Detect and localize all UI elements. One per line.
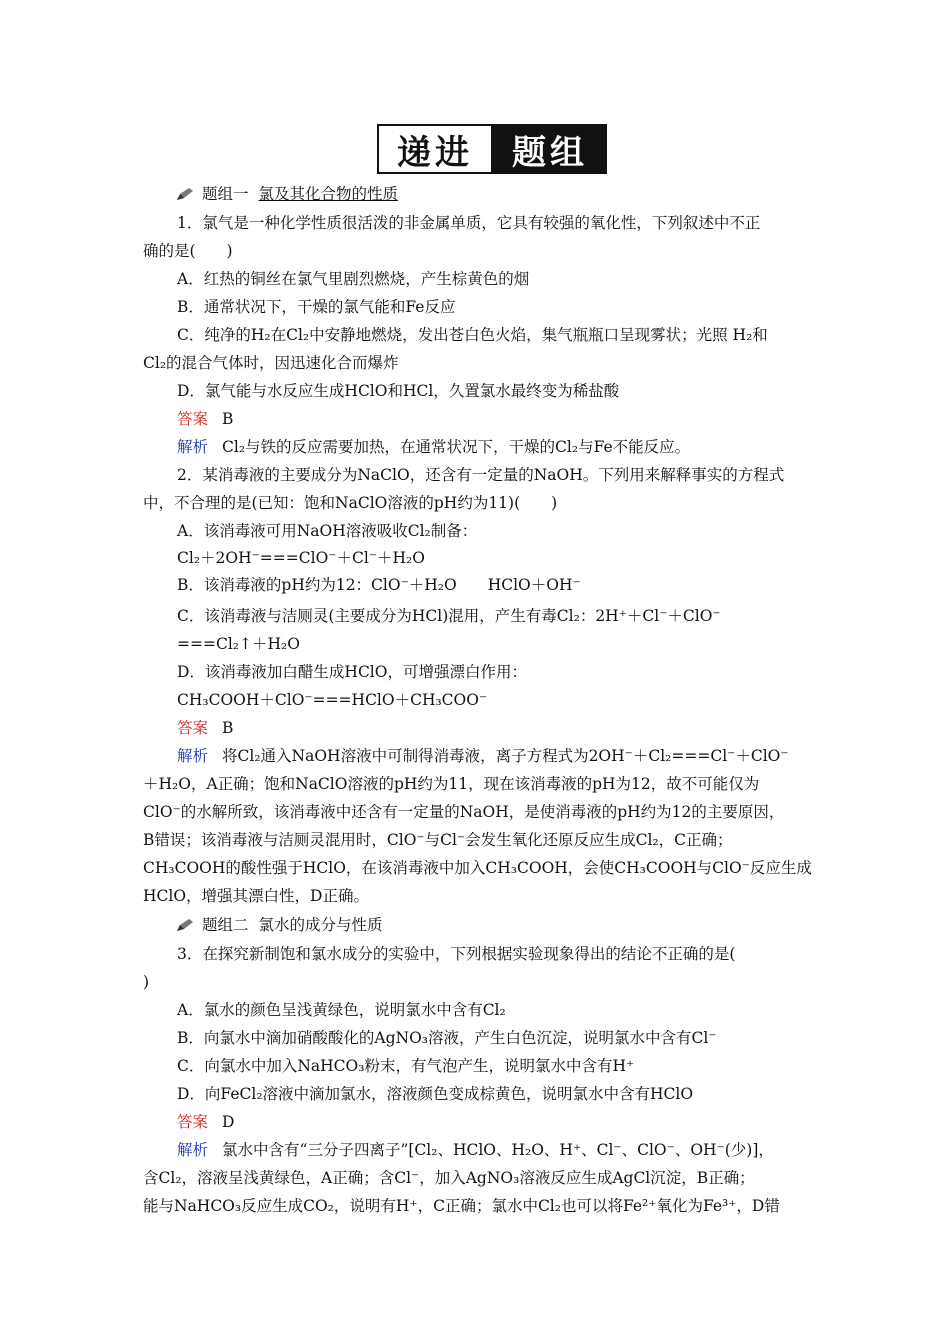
explanation-label: 解析 [177, 747, 209, 765]
q1-option-b: B．通常状况下，干燥的氯气能和Fe反应 [177, 298, 456, 316]
q2-option-a-equation: Cl₂＋2OH⁻===ClO⁻＋Cl⁻＋H₂O [177, 549, 425, 567]
q2-explanation-line: ＋H₂O，A正确；饱和NaClO溶液的pH约为11，现在该消毒液的pH为12，故不可能仅为 [143, 775, 760, 793]
q1-option-d: D．氯气能与水反应生成HClO和HCl，久置氯水最终变为稀盐酸 [177, 382, 620, 400]
section-title: 氯水的成分与性质 [258, 916, 383, 934]
q1-option-c: C．纯净的H₂在Cl₂中安静地燃烧，发出苍白色火焰，集气瓶瓶口呈现雾状；光照 H₂和 [177, 326, 768, 344]
q2-option-c: C．该消毒液与洁厕灵(主要成分为HCl)混用，产生有毒Cl₂：2H⁺＋Cl⁻＋ClO⁻ [177, 607, 721, 625]
answer-value: B [222, 719, 234, 737]
q1-option-c-cont: Cl₂的混合气体时，因迅速化合而爆炸 [143, 354, 399, 372]
q3-stem: 3．在探究新制饱和氯水成分的实验中，下列根据实验现象得出的结论不正确的是( [177, 945, 736, 963]
q2-option-d-equation: CH₃COOH＋ClO⁻===HClO＋CH₃COO⁻ [177, 691, 488, 709]
q2-explanation-line: ClO⁻的水解所致，该消毒液中还含有一定量的NaOH，是使消毒液的pH约为12的主要原因， [143, 803, 785, 821]
q3-answer [177, 1112, 234, 1132]
q1-stem: 1．氯气是一种化学性质很活泼的非金属单质，它具有较强的氧化性，下列叙述中不正 [177, 214, 761, 232]
answer-value: B [222, 410, 234, 428]
banner-right: 题组 [493, 124, 607, 174]
answer-value: D [222, 1113, 235, 1131]
answer-label: 答案 [177, 410, 209, 428]
section-title: 氯及其化合物的性质 [258, 185, 399, 203]
q3-option-a: A．氯水的颜色呈浅黄绿色，说明氯水中含有Cl₂ [177, 1001, 506, 1019]
q3-explanation [177, 1140, 774, 1160]
q2-stem-cont: 中，不合理的是(已知：饱和NaClO溶液的pH约为11)( ) [143, 494, 558, 512]
explanation-label: 解析 [177, 1141, 209, 1159]
answer-label: 答案 [177, 1113, 209, 1131]
section-label: 题组一 [202, 185, 249, 203]
banner-left: 递进 [377, 124, 493, 174]
explanation-text: 将Cl₂通入NaOH溶液中可制得消毒液，离子方程式为2OH⁻＋Cl₂===Cl⁻＋ClO⁻ [222, 747, 789, 765]
q3-explanation-line: 能与NaHCO₃反应生成CO₂，说明有H⁺，C正确；氯水中Cl₂也可以将Fe²⁺氧化为Fe³⁺，D错 [143, 1197, 780, 1215]
q3-option-d: D．向FeCl₂溶液中滴加氯水，溶液颜色变成棕黄色，说明氯水中含有HClO [177, 1085, 694, 1103]
q2-stem: 2．某消毒液的主要成分为NaClO，还含有一定量的NaOH。下列用来解释事实的方程式 [177, 466, 785, 484]
q1-stem-cont: 确的是( ) [143, 242, 233, 260]
pencil-icon [175, 917, 195, 933]
section-heading [175, 184, 398, 204]
q2-answer [177, 718, 233, 738]
q1-explanation [177, 437, 690, 457]
q1-answer [177, 409, 233, 429]
q2-explanation [177, 746, 789, 766]
q3-option-c: C．向氯水中加入NaHCO₃粉末，有气泡产生，说明氯水中含有H⁺ [177, 1057, 635, 1075]
q3-stem-cont: ) [143, 973, 150, 991]
explanation-text: 氯水中含有“三分子四离子”[Cl₂、HClO、H₂O、H⁺、Cl⁻、ClO⁻、OH⁻(少)]， [222, 1141, 774, 1159]
explanation-text: Cl₂与铁的反应需要加热，在通常状况下，干燥的Cl₂与Fe不能反应。 [222, 438, 691, 456]
pencil-icon [175, 186, 195, 202]
q2-explanation-line: HClO，增强其漂白性，D正确。 [143, 887, 369, 905]
q2-explanation-line: B错误；该消毒液与洁厕灵混用时，ClO⁻与Cl⁻会发生氧化还原反应生成Cl₂，C正确； [143, 831, 733, 849]
q2-option-b: B．该消毒液的pH约为12：ClO⁻＋H₂O HClO＋OH⁻ [177, 576, 581, 594]
answer-label: 答案 [177, 719, 209, 737]
section-heading [175, 915, 383, 935]
q2-option-d: D．该消毒液加白醋生成HClO，可增强漂白作用： [177, 663, 527, 681]
q3-explanation-line: 含Cl₂，溶液呈浅黄绿色，A正确；含Cl⁻，加入AgNO₃溶液反应生成AgCl沉淀，B正确； [143, 1169, 755, 1187]
explanation-label: 解析 [177, 438, 209, 456]
q2-explanation-line: CH₃COOH的酸性强于HClO，在该消毒液中加入CH₃COOH，会使CH₃COOH与ClO⁻反应生成 [143, 859, 812, 877]
section-label: 题组二 [202, 916, 249, 934]
q2-option-c-cont: ===Cl₂↑＋H₂O [177, 635, 300, 653]
q3-option-b: B．向氯水中滴加硝酸酸化的AgNO₃溶液，产生白色沉淀，说明氯水中含有Cl⁻ [177, 1029, 717, 1047]
section-banner [377, 124, 607, 174]
q2-option-a: A．该消毒液可用NaOH溶液吸收Cl₂制备： [177, 522, 478, 540]
q1-option-a: A．红热的铜丝在氯气里剧烈燃烧，产生棕黄色的烟 [177, 270, 530, 288]
